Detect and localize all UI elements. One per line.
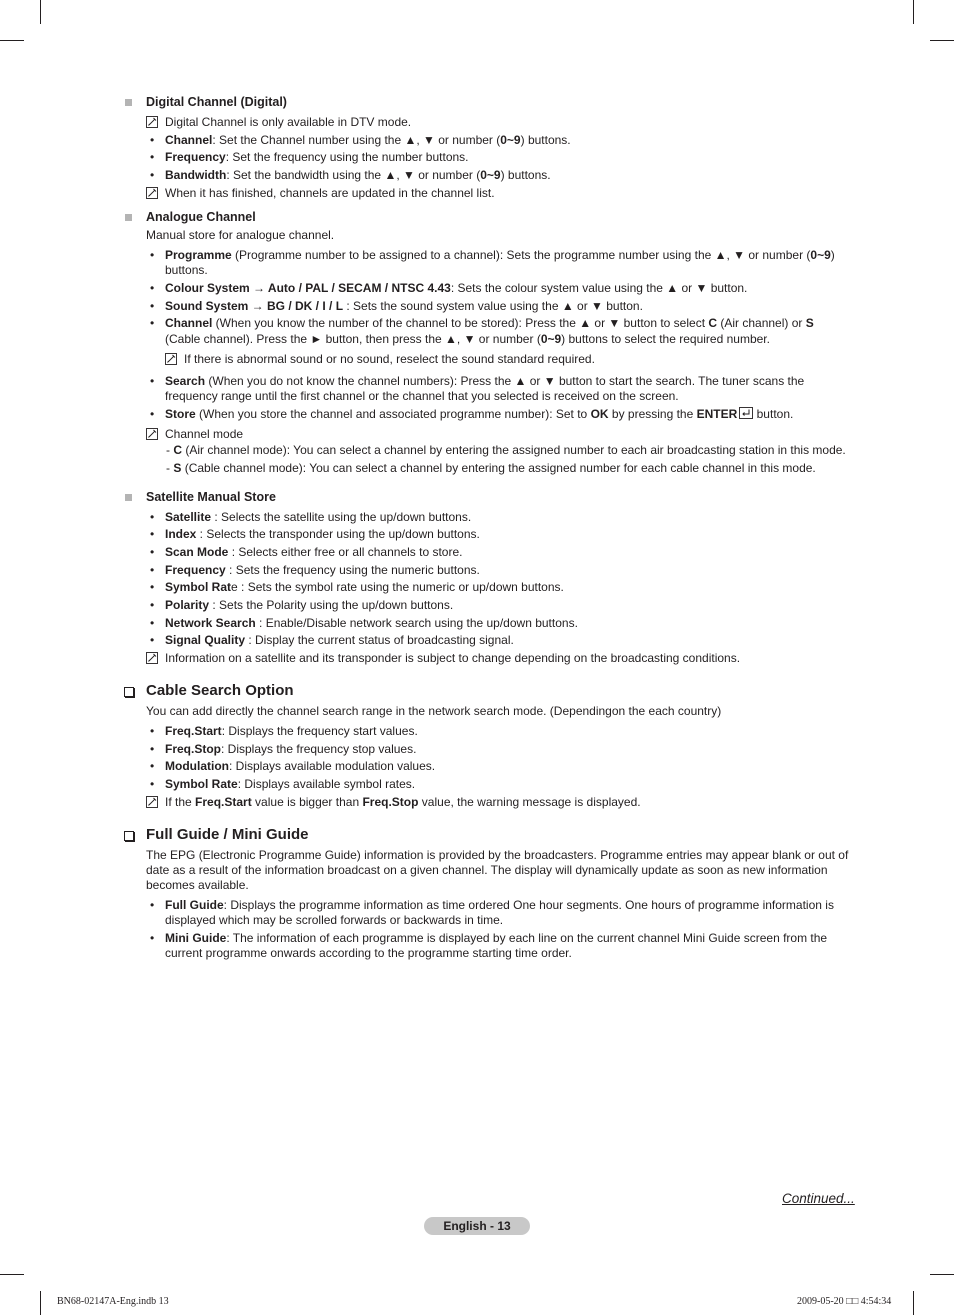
bullet-icon: • xyxy=(150,150,155,164)
note-icon xyxy=(146,116,158,128)
bullet-icon: • xyxy=(150,563,155,577)
section-box-icon xyxy=(124,687,134,697)
guide-heading: Full Guide / Mini Guide xyxy=(146,826,309,843)
note-text: Channel mode xyxy=(165,427,244,441)
bullet-icon: • xyxy=(150,527,155,541)
programme-item-line2: buttons. xyxy=(165,263,208,277)
note-icon xyxy=(165,353,177,365)
bullet-icon: • xyxy=(150,316,155,330)
slug-left: BN68-02147A-Eng.indb 13 xyxy=(57,1296,169,1307)
bullet-icon: • xyxy=(150,898,155,912)
page-number-badge: English - 13 xyxy=(424,1217,530,1235)
square-bullet-icon xyxy=(125,99,132,106)
bullet-icon: • xyxy=(150,777,155,791)
modulation-item: Modulation: Displays available modulation values. xyxy=(165,759,436,773)
enter-icon xyxy=(739,407,753,419)
channel-mode-c: - C (Air channel mode): You can select a channel by entering the assigned number to each air broadcasting station in this mode. xyxy=(166,443,846,457)
section-box-icon xyxy=(124,831,134,841)
cable-search-heading: Cable Search Option xyxy=(146,682,294,699)
bullet-icon: • xyxy=(150,374,155,388)
search-item-line2: frequency range until the first channel or the channel that you selected is received on the screen. xyxy=(165,389,679,403)
polarity-item: Polarity : Sets the Polarity using the up/down buttons. xyxy=(165,598,454,612)
freq-start-item: Freq.Start: Displays the frequency start values. xyxy=(165,724,418,738)
digital-channel-item: Channel: Set the Channel number using the ▲, ▼ or number (0~9) buttons. xyxy=(165,133,571,147)
bullet-icon: • xyxy=(150,299,155,313)
crop-mark xyxy=(930,40,954,41)
bullet-icon: • xyxy=(150,580,155,594)
bullet-icon: • xyxy=(150,248,155,262)
bullet-icon: • xyxy=(150,724,155,738)
bullet-icon: • xyxy=(150,598,155,612)
symbol-rate-item: Symbol Rate: Displays available symbol rates. xyxy=(165,777,416,791)
scan-mode-item: Scan Mode : Selects either free or all channels to store. xyxy=(165,545,463,559)
satellite-heading: Satellite Manual Store xyxy=(146,490,276,504)
note-text: Digital Channel is only available in DTV mode. xyxy=(165,115,412,129)
frequency-item: Frequency : Sets the frequency using the numeric buttons. xyxy=(165,563,480,577)
note-text: When it has finished, channels are updated in the channel list. xyxy=(165,186,495,200)
full-guide-item: Full Guide: Displays the programme information as time ordered One hour segments. One hours of programme information is displayed which may be scrolled forwards or backwards in time. xyxy=(165,898,834,927)
bullet-icon: • xyxy=(150,931,155,945)
digital-bandwidth-item: Bandwidth: Set the bandwidth using the ▲, ▼ or number (0~9) buttons. xyxy=(165,168,551,182)
colour-system-item: Colour System → Auto / PAL / SECAM / NTSC 4.43: Sets the colour system value using the ▲ or ▼ button. xyxy=(165,281,748,295)
crop-mark xyxy=(0,1274,24,1275)
crop-mark xyxy=(930,1274,954,1275)
index-item: Index : Selects the transponder using the up/down buttons. xyxy=(165,527,480,541)
satellite-item: Satellite : Selects the satellite using the up/down buttons. xyxy=(165,510,472,524)
note-text: If the Freq.Start value is bigger than Freq.Stop value, the warning message is displayed. xyxy=(165,795,641,809)
analogue-intro: Manual store for analogue channel. xyxy=(146,228,335,242)
network-search-item: Network Search : Enable/Disable network search using the up/down buttons. xyxy=(165,616,578,630)
note-icon xyxy=(146,428,158,440)
slug-right: 2009-05-20 □□ 4:54:34 xyxy=(797,1296,892,1307)
note-icon xyxy=(146,187,158,199)
bullet-icon: • xyxy=(150,616,155,630)
crop-mark xyxy=(0,40,24,41)
crop-mark xyxy=(913,1291,914,1315)
signal-quality-item: Signal Quality : Display the current status of broadcasting signal. xyxy=(165,633,514,647)
bullet-icon: • xyxy=(150,633,155,647)
crop-mark xyxy=(40,0,41,24)
channel-mode-s: - S (Cable channel mode): You can select a channel by entering the assigned number for each cable channel in this mode. xyxy=(166,461,816,475)
cable-intro: You can add directly the channel search range in the network search mode. (Dependingon the each country) xyxy=(146,704,722,718)
continued-label: Continued... xyxy=(782,1191,855,1206)
square-bullet-icon xyxy=(125,214,132,221)
note-text: If there is abnormal sound or no sound, reselect the sound standard required. xyxy=(184,352,595,366)
bullet-icon: • xyxy=(150,168,155,182)
guide-intro: The EPG (Electronic Programme Guide) information is provided by the broadcasters. Programme entries may appear blank or out of date as a result of the information broadcast on a given channel. The display will dynamically update as soon as new information becomes available. xyxy=(146,848,849,892)
note-icon xyxy=(146,796,158,808)
bullet-icon: • xyxy=(150,545,155,559)
store-item: Store (When you store the channel and associated programme number): Set to OK by pressing the ENTER button. xyxy=(165,407,794,421)
bullet-icon: • xyxy=(150,759,155,773)
freq-stop-item: Freq.Stop: Displays the frequency stop values. xyxy=(165,742,417,756)
channel-item: Channel (When you know the number of the channel to be stored): Press the ▲ or ▼ button to select C (Air channel) or S xyxy=(165,316,814,330)
bullet-icon: • xyxy=(150,742,155,756)
channel-item-line2: (Cable channel). Press the ► button, then press the ▲, ▼ or number (0~9) buttons to select the required number. xyxy=(165,332,770,346)
mini-guide-item: Mini Guide: The information of each programme is displayed by each line on the current channel Mini Guide screen from the current programme onwards according to the programme starting time order. xyxy=(165,931,828,960)
bullet-icon: • xyxy=(150,510,155,524)
crop-mark xyxy=(913,0,914,24)
note-text: Information on a satellite and its transponder is subject to change depending on the broadcasting conditions. xyxy=(165,651,741,665)
bullet-icon: • xyxy=(150,407,155,421)
digital-channel-heading: Digital Channel (Digital) xyxy=(146,95,287,109)
crop-mark xyxy=(40,1291,41,1315)
bullet-icon: • xyxy=(150,133,155,147)
square-bullet-icon xyxy=(125,494,132,501)
bullet-icon: • xyxy=(150,281,155,295)
sound-system-item: Sound System → BG / DK / I / L : Sets the sound system value using the ▲ or ▼ button. xyxy=(165,299,643,313)
search-item: Search (When you do not know the channel numbers): Press the ▲ or ▼ button to start the search. The tuner scans the xyxy=(165,374,805,388)
symbol-rate-item: Symbol Rate : Sets the symbol rate using the numeric or up/down buttons. xyxy=(165,580,564,594)
programme-item: Programme (Programme number to be assigned to a channel): Sets the programme number using the ▲, ▼ or number (0~9) xyxy=(165,248,835,262)
digital-frequency-item: Frequency: Set the frequency using the number buttons. xyxy=(165,150,469,164)
analogue-channel-heading: Analogue Channel xyxy=(146,210,256,224)
note-icon xyxy=(146,652,158,664)
